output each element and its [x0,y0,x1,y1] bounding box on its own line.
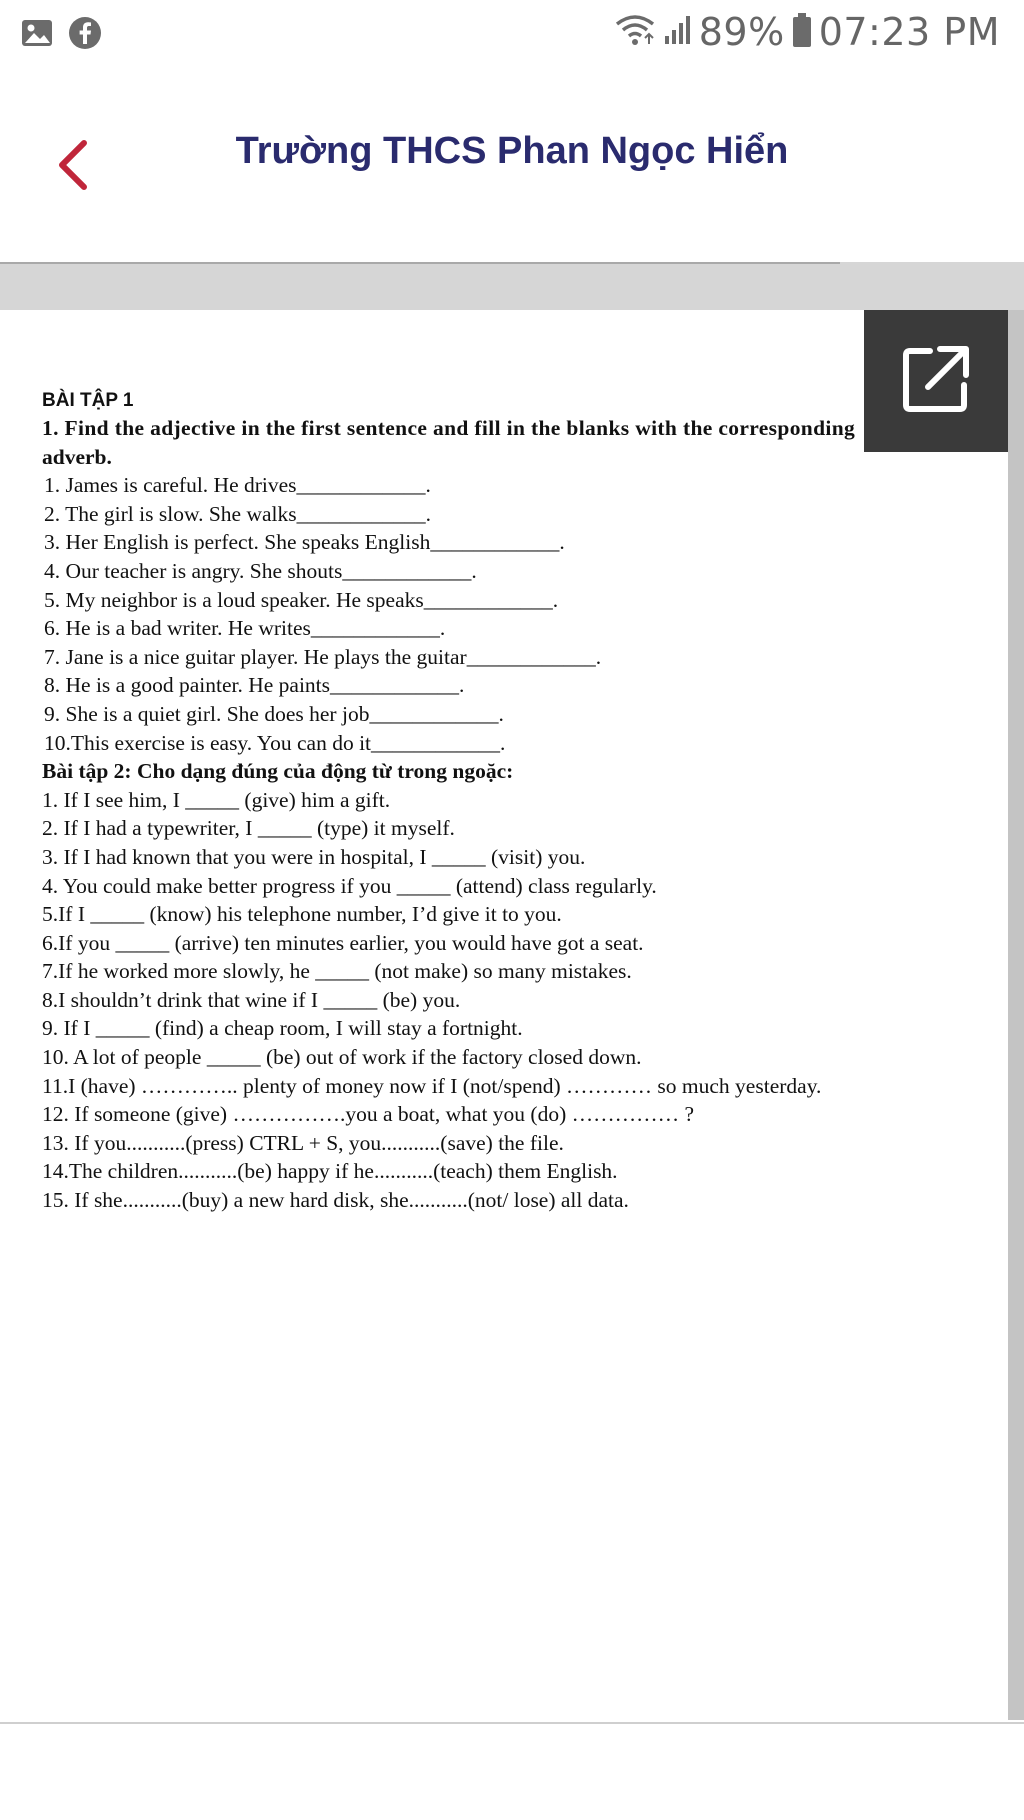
list-item: 3. Her English is perfect. She speaks English____________. [44,530,565,555]
section1-heading: BÀI TẬP 1 [42,390,134,411]
document-content [42,388,1002,1215]
list-item: 12. If someone (give) …………….you a boat, what you (do) …………… ? [42,1102,695,1127]
list-item: 11.I (have) ………….. plenty of money now if I (not/spend) ………… so much yesterday. [42,1073,822,1098]
app-header [0,70,1024,260]
list-item: 14.The children...........(be) happy if he...........(teach) them English. [42,1159,618,1184]
list-item: 6. He is a bad writer. He writes____________. [44,616,446,641]
section1-list [42,471,1002,757]
back-button[interactable] [42,122,102,212]
section1-instruction: 1. Find the adjective in the first sentence and fill in the blanks with the corresponding [42,416,856,440]
list-item: 15. If she...........(buy) a new hard disk, she...........(not/ lose) all data. [42,1188,629,1213]
list-item: 5.If I _____ (know) his telephone number, I’d give it to you. [42,902,562,927]
list-item: 9. If I _____ (find) a cheap room, I will stay a fortnight. [42,1016,523,1041]
viewer-toolbar-strip [0,262,1024,310]
page-edge-shadow [1008,310,1024,1720]
open-external-icon [900,343,972,420]
document-page [0,310,1008,1720]
wifi-icon [613,12,657,53]
list-item: 13. If you...........(press) CTRL + S, you...........(save) the file. [42,1130,564,1155]
list-item: 1. James is careful. He drives____________. [44,473,431,498]
list-item: 8. He is a good painter. He paints____________. [44,673,465,698]
section2-list [42,786,1002,1215]
list-item: 5. My neighbor is a loud speaker. He speaks____________. [44,587,559,612]
list-item: 10. A lot of people _____ (be) out of work if the factory closed down. [42,1045,642,1070]
list-item: 2. If I had a typewriter, I _____ (type) it myself. [42,816,455,841]
viewer-bottom-divider [0,1722,1024,1724]
viewer-progress-line [0,262,840,264]
list-item: 8.I shouldn’t drink that wine if I _____ (be) you. [42,987,461,1012]
list-item: 4. You could make better progress if you _____ (attend) class regularly. [42,873,657,898]
battery-icon [791,12,813,53]
list-item: 6.If you _____ (arrive) ten minutes earlier, you would have got a seat. [42,930,644,955]
document-viewer[interactable] [0,310,1024,1720]
gallery-icon [20,16,54,50]
clock: 07:23 PM [818,10,1000,54]
section1-instruction-cont: adverb. [42,444,112,469]
list-item: 9. She is a quiet girl. She does her job____________. [44,701,504,726]
list-item: 7. Jane is a nice guitar player. He plays the guitar____________. [44,644,602,669]
status-bar [0,0,1024,70]
list-item: 7.If he worked more slowly, he _____ (not make) so many mistakes. [42,959,632,984]
list-item: 4. Our teacher is angry. She shouts____________. [44,558,477,583]
list-item: 1. If I see him, I _____ (give) him a gift. [42,787,391,812]
chevron-left-icon [54,139,90,196]
page-title: Trường THCS Phan Ngọc Hiển [235,130,789,172]
facebook-icon [68,16,102,50]
list-item: 2. The girl is slow. She walks____________. [44,501,431,526]
battery-percent: 89% [698,10,785,54]
signal-icon [663,14,693,51]
section2-heading: Bài tập 2: Cho dạng đúng của động từ trong ngoặc: [42,759,514,784]
list-item: 3. If I had known that you were in hospital, I _____ (visit) you. [42,844,586,869]
open-external-button[interactable] [864,310,1008,452]
list-item: 10.This exercise is easy. You can do it____________. [44,730,506,755]
